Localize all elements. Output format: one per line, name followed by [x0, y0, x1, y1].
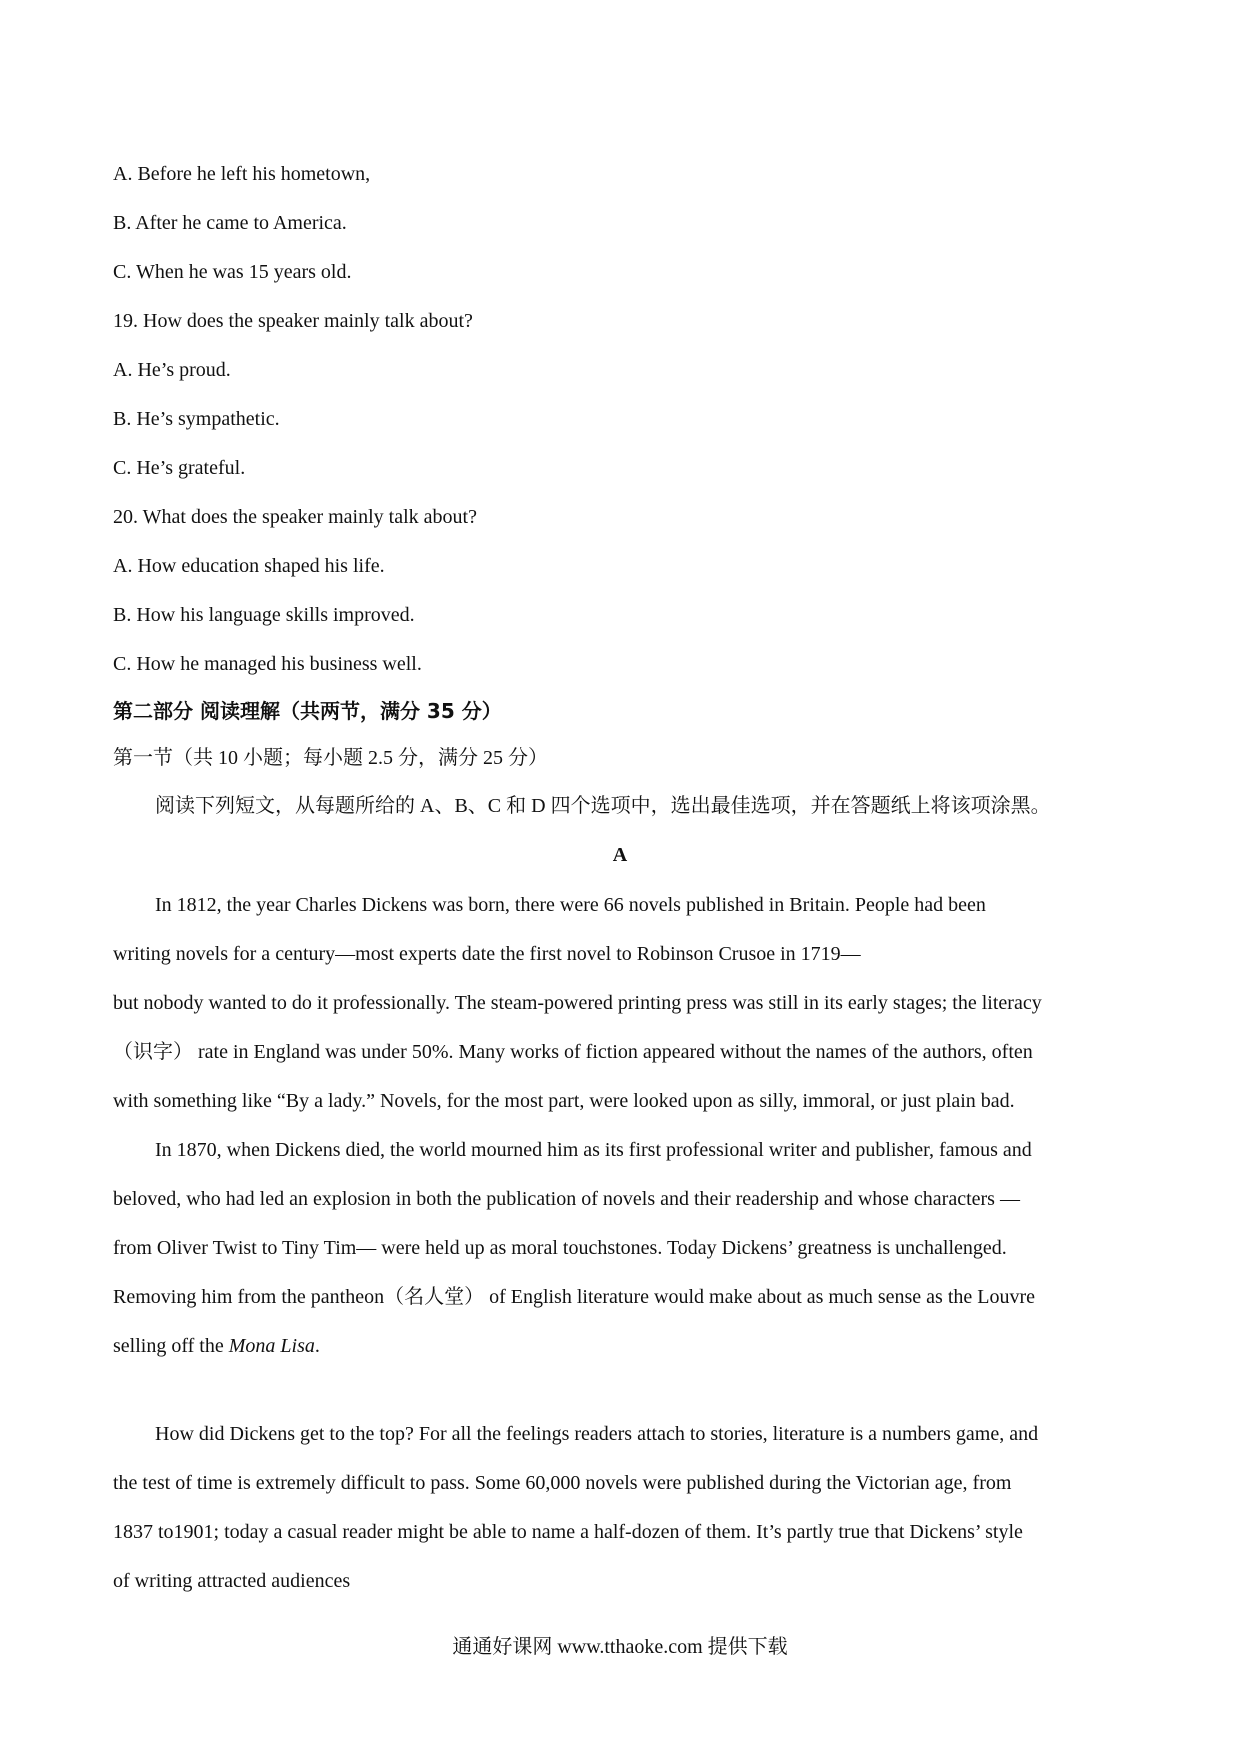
q18-option-c: C. When he was 15 years old.: [113, 261, 352, 283]
paragraph-line: writing novels for a century—most experts date the first novel to Robinson Crusoe in 1719—: [113, 943, 861, 965]
instruction-text: 阅读下列短文，从每题所给的 A、B、C 和 D 四个选项中，选出最佳选项，并在答题纸上将该项涂黑。: [155, 795, 1051, 817]
q18-option-b: B. After he came to America.: [113, 212, 347, 234]
section1-heading: 第一节（共 10 小题；每小题 2.5 分，满分 25 分）: [113, 747, 548, 769]
q20-option-a: A. How education shaped his life.: [113, 555, 385, 577]
q20-option-b: B. How his language skills improved.: [113, 604, 415, 626]
paragraph-line: from Oliver Twist to Tiny Tim— were held up as moral touchstones. Today Dickens’ greatness is unchallenged.: [113, 1237, 1007, 1259]
paragraph-line: selling off the Mona Lisa.: [113, 1335, 320, 1357]
paragraph-line: In 1870, when Dickens died, the world mourned him as its first professional writer and publisher, famous and: [155, 1139, 1032, 1161]
passage-label: A: [612, 844, 628, 866]
paragraph-line: In 1812, the year Charles Dickens was born, there were 66 novels published in Britain. People had been: [155, 894, 986, 916]
paragraph-line: the test of time is extremely difficult to pass. Some 60,000 novels were published during the Victorian age, from: [113, 1472, 1012, 1494]
q19-option-b: B. He’s sympathetic.: [113, 408, 280, 430]
paragraph-line: 1837 to1901; today a casual reader might be able to name a half-dozen of them. It’s partly true that Dickens’ style: [113, 1521, 1023, 1543]
q20-option-c: C. How he managed his business well.: [113, 653, 422, 675]
paragraph-line: beloved, who had led an explosion in both the publication of novels and their readership and whose characters —: [113, 1188, 1020, 1210]
paragraph-line: with something like “By a lady.” Novels, for the most part, were looked upon as silly, immoral, or just plain bad.: [113, 1090, 1015, 1112]
q19-option-c: C. He’s grateful.: [113, 457, 246, 479]
q19-stem: 19. How does the speaker mainly talk about?: [113, 310, 473, 332]
paragraph-line: of writing attracted audiences: [113, 1570, 351, 1592]
paragraph-line: How did Dickens get to the top? For all the feelings readers attach to stories, literature is a numbers game, and: [155, 1423, 1039, 1445]
paragraph-line: （识字） rate in England was under 50%. Many works of fiction appeared without the names of the authors, often: [113, 1041, 1033, 1063]
passage-paragraph-2: [113, 1126, 1134, 1371]
part2-heading: 第二部分 阅读理解（共两节，满分 35 分）: [113, 699, 502, 723]
q20-stem: 20. What does the speaker mainly talk about?: [113, 506, 477, 528]
page-footer: 通通好课网 www.tthaoke.com 提供下载: [452, 1636, 788, 1658]
passage-paragraph-3: [113, 1410, 1134, 1606]
paragraph-line: Removing him from the pantheon（名人堂） of English literature would make about as much sense as the Louvre: [113, 1286, 1036, 1308]
q18-option-a: A. Before he left his hometown,: [113, 163, 371, 185]
paragraph-line: but nobody wanted to do it professionally. The steam-powered printing press was still in its early stages; the literacy: [113, 992, 1042, 1014]
q19-option-a: A. He’s proud.: [113, 359, 231, 381]
passage-paragraph-1: [113, 881, 1134, 1126]
painting-title: Mona Lisa: [228, 1335, 315, 1357]
